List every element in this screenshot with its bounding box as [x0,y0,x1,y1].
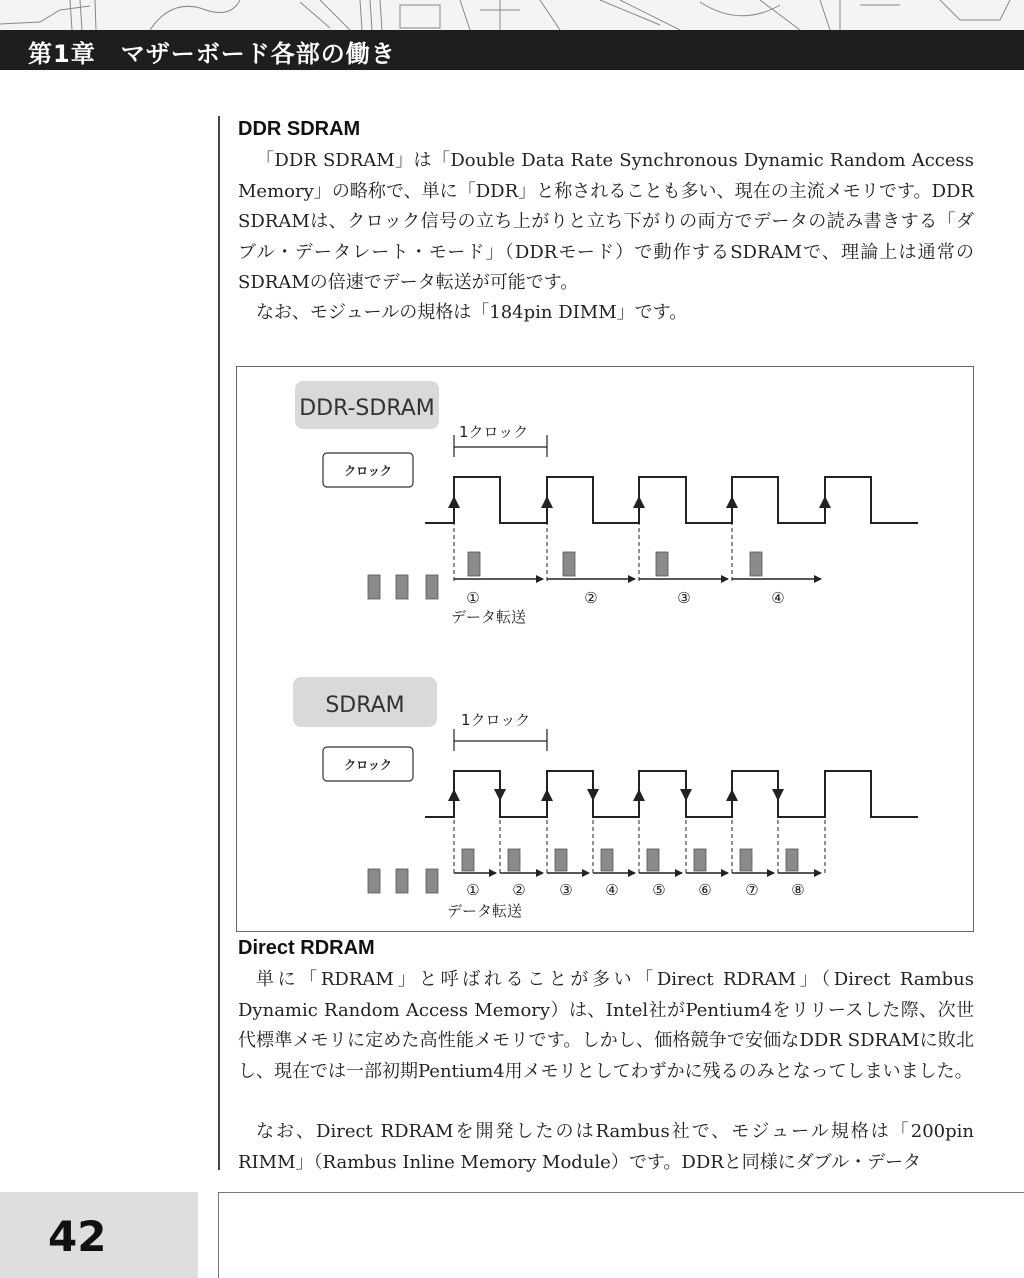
sdr-period-label: 1クロック [461,711,531,729]
ddr-transfer-number-4: ④ [771,589,785,607]
ddr-clock-waveform [425,477,918,523]
ddr-transfer-number-1: ① [466,589,480,607]
ddr-paragraph-2: なお、モジュールの規格は「184pin DIMM」です。 [256,302,688,323]
footer-vertical-rule [218,1192,219,1278]
page-number: 42 [48,1212,107,1261]
chapter-header-bar [0,30,1024,70]
sdr-transfer-label: データ転送 [447,902,523,920]
ddr-data-blocks [368,552,762,599]
sdr-period-bracket [454,729,547,751]
timing-diagram-figure [236,366,974,932]
rdram-paragraph-2: なお、Direct RDRAMを開発したのはRambus社で、モジュール規格は「200pin RIMM」（Rambus Inline Memory Module）です。DDRと同様にダブル・データ [238,1121,974,1173]
header-artwork [0,0,1024,30]
section-heading-ddr-sdram: DDR SDRAM [238,118,361,140]
sdr-transfer-number-6: ⑥ [698,881,712,899]
ddr-paragraph-1: 「DDR SDRAM」は「Double Data Rate Synchronous Dynamic Random Access Memory」の略称で、単に「DDR」と称されることも多い、現在の主流メモリです。DDR SDRAMは、クロック信号の立ち上がりと立ち下がりの両方でデータの読み書きする「ダブル・データレート・モード」（DDRモード）で動作するSDRAMで、理論上は通常のSDRAMの倍速でデータ転送が可能です。 [238,150,974,293]
sdr-transfer-number-5: ⑤ [652,881,666,899]
ddr-transfer-number-2: ② [584,589,598,607]
sdr-transfer-number-4: ④ [605,881,619,899]
ddr-transfer-label: データ転送 [451,608,527,626]
chapter-title: 第1章 マザーボード各部の働き [28,40,396,68]
sdr-transfer-number-2: ② [512,881,526,899]
ddr-rising-edge-markers [448,496,831,508]
sdr-transfer-number-7: ⑦ [745,881,759,899]
ddr-period-label: 1クロック [459,423,529,441]
header-sketch-illustration [0,0,1024,30]
sdr-transfer-number-8: ⑧ [791,881,805,899]
ddr-clock-label: クロック [344,464,392,478]
sdr-title: SDRAM [325,693,405,718]
sdr-clock-label: クロック [344,758,392,772]
sdr-transfer-number-1: ① [466,881,480,899]
sdr-data-blocks [368,849,798,893]
timing-diagram [237,367,975,933]
footer-rule [218,1192,1024,1193]
section-heading-direct-rdram: Direct RDRAM [238,937,375,959]
ddr-title: DDR-SDRAM [299,396,435,421]
ddr-transfer-number-3: ③ [677,589,691,607]
page-number-block [0,1192,198,1278]
margin-rule [218,116,220,1170]
rdram-paragraph-1: 単に「RDRAM」と呼ばれることが多い「Direct RDRAM」（Direct Rambus Dynamic Random Access Memory）は、Intel社がPentium4をリリースした際、次世代標準メモリに定めた高性能メモリです。しかし、価格競争で安価なDDR SDRAMに敗北し、現在では一部初期Pentium4用メモリとしてわずかに残るのみとなってしまいました。 [238,969,974,1082]
sdr-transfer-number-3: ③ [559,881,573,899]
